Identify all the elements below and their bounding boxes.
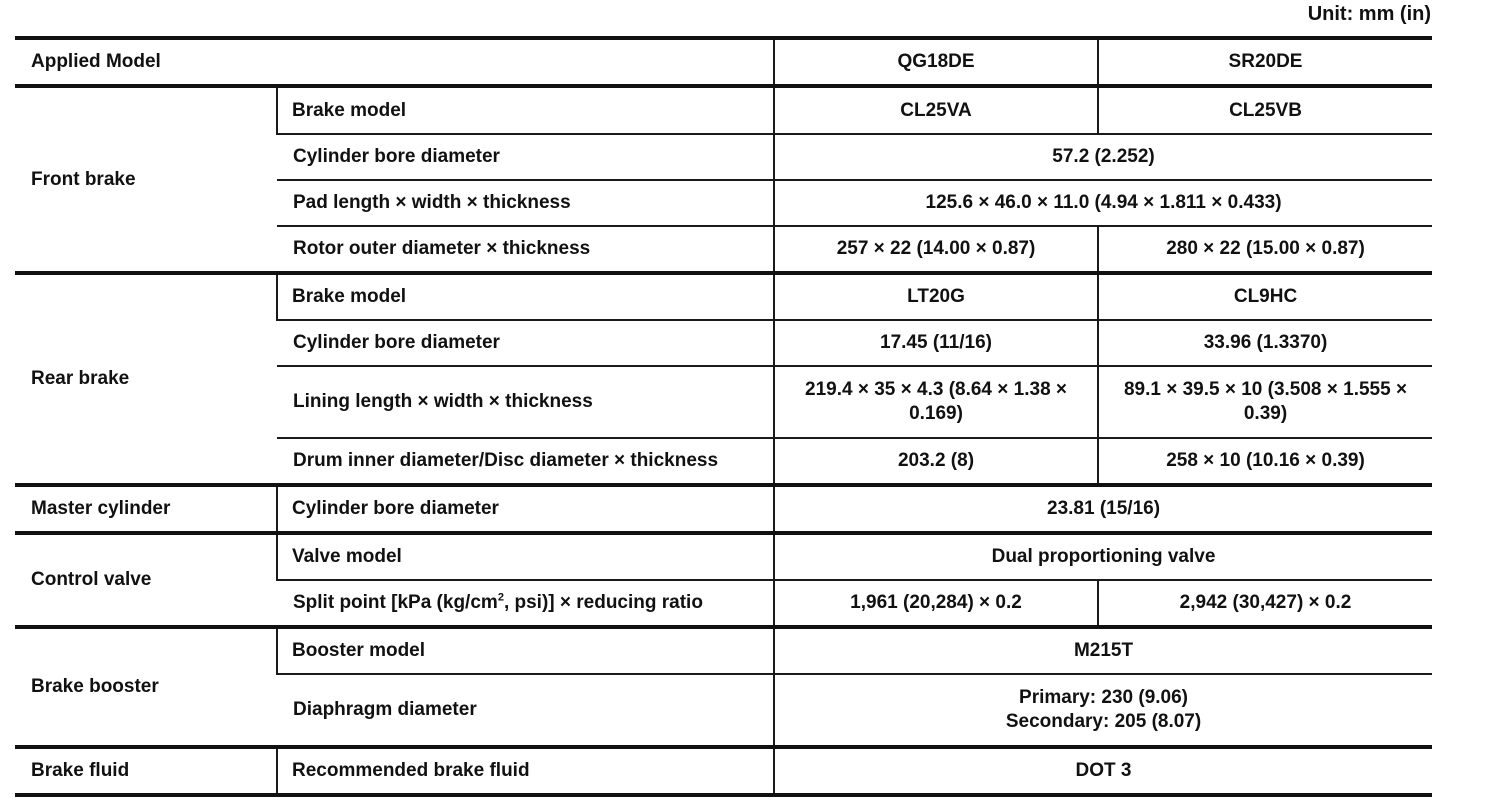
value-cell: M215T: [774, 627, 1432, 674]
diaphragm-secondary: Secondary: 205 (8.07): [1005, 711, 1202, 732]
diaphragm-primary: Primary: 230 (9.06): [1019, 687, 1189, 708]
group-label-rear-brake: Rear brake: [15, 273, 277, 485]
value-cell: 89.1 × 39.5 × 10 (3.508 × 1.555 × 0.39): [1098, 366, 1432, 438]
item-label: Booster model: [277, 627, 774, 674]
unit-label: Unit: mm (in): [1307, 3, 1431, 25]
item-label: Pad length × width × thickness: [277, 180, 774, 226]
item-label: Lining length × width × thickness: [277, 366, 774, 438]
item-label: Cylinder bore diameter: [277, 134, 774, 180]
value-cell: 280 × 22 (15.00 × 0.87): [1098, 226, 1432, 273]
group-label-master-cylinder: Master cylinder: [15, 485, 277, 533]
value-cell: DOT 3: [774, 747, 1432, 795]
table-row-applied-model: [15, 38, 1432, 86]
value-cell: 203.2 (8): [774, 438, 1098, 485]
value-cell: 2,942 (30,427) × 0.2: [1098, 580, 1432, 627]
group-label-brake-fluid: Brake fluid: [15, 747, 277, 795]
value-cell: 125.6 × 46.0 × 11.0 (4.94 × 1.811 × 0.433): [774, 180, 1432, 226]
value-cell: 258 × 10 (10.16 × 0.39): [1098, 438, 1432, 485]
value-cell: CL25VB: [1098, 86, 1432, 134]
item-label: Cylinder bore diameter: [277, 485, 774, 533]
value-cell: 23.81 (15/16): [774, 485, 1432, 533]
value-cell: 17.45 (11/16): [774, 320, 1098, 366]
value-cell: 219.4 × 35 × 4.3 (8.64 × 1.38 × 0.169): [774, 366, 1098, 438]
item-label: Rotor outer diameter × thickness: [277, 226, 774, 273]
value-cell: 1,961 (20,284) × 0.2: [774, 580, 1098, 627]
value-cell: 33.96 (1.3370): [1098, 320, 1432, 366]
table-row: [15, 627, 1432, 674]
item-label-split-point: [277, 580, 774, 627]
table-row: [15, 747, 1432, 795]
brake-specs-table: [15, 36, 1432, 797]
group-label-control-valve: Control valve: [15, 533, 277, 627]
value-cell: 57.2 (2.252): [774, 134, 1432, 180]
item-label: Cylinder bore diameter: [277, 320, 774, 366]
split-point-label-b: , psi)] × reducing ratio: [503, 592, 703, 613]
item-label: Valve model: [277, 533, 774, 580]
table-row: [15, 86, 1432, 134]
value-cell: CL25VA: [774, 86, 1098, 134]
item-label: Drum inner diameter/Disc diameter × thickness: [277, 438, 774, 485]
table-row: [15, 533, 1432, 580]
model-header-qg18de: QG18DE: [774, 38, 1098, 86]
value-cell: Dual proportioning valve: [774, 533, 1432, 580]
table-row: [15, 485, 1432, 533]
value-cell-diaphragm: [774, 674, 1432, 747]
value-cell: 257 × 22 (14.00 × 0.87): [774, 226, 1098, 273]
table-row: [15, 273, 1432, 320]
value-cell: LT20G: [774, 273, 1098, 320]
group-label-front-brake: Front brake: [15, 86, 277, 273]
superscript: 2: [497, 591, 504, 604]
model-header-sr20de: SR20DE: [1098, 38, 1432, 86]
item-label: Recommended brake fluid: [277, 747, 774, 795]
item-label: Brake model: [277, 86, 774, 134]
split-point-label-a: Split point [kPa (kg/cm: [293, 592, 498, 613]
item-label: Brake model: [277, 273, 774, 320]
value-cell: CL9HC: [1098, 273, 1432, 320]
applied-model-label: Applied Model: [15, 38, 774, 86]
group-label-brake-booster: Brake booster: [15, 627, 277, 747]
item-label: Diaphragm diameter: [277, 674, 774, 747]
